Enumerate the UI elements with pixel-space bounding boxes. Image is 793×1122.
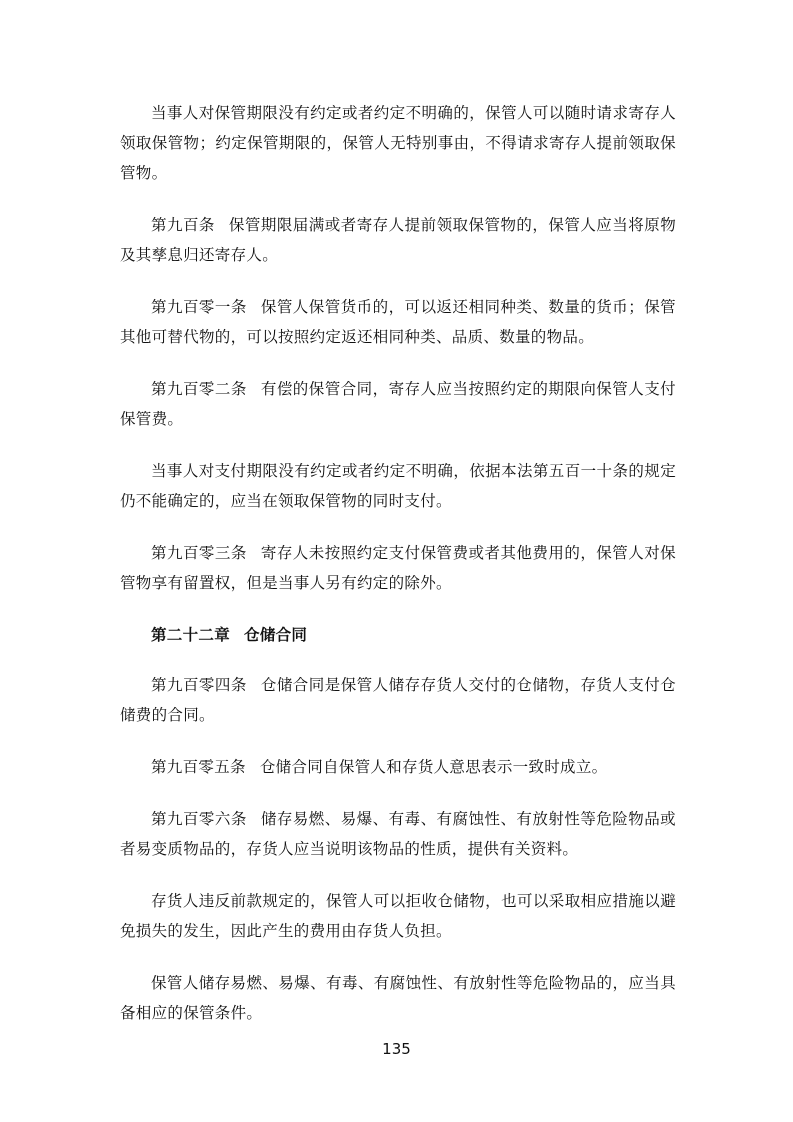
article-paragraph bbox=[120, 752, 676, 782]
paragraph bbox=[120, 98, 676, 188]
article-text: 仓储合同是保管人储存存货人交付的仓储物，存货人支付仓储费的合同。 bbox=[120, 676, 676, 724]
article-text: 保管人保管货币的，可以返还相同种类、数量的货币；保管其他可替代物的，可以按照约定返还相同种类、品质、数量的物品。 bbox=[120, 298, 676, 346]
article-number: 第九百零二条 bbox=[151, 380, 247, 398]
article-number: 第九百条 bbox=[151, 216, 215, 234]
article-text: 有偿的保管合同，寄存人应当按照约定的期限向保管人支付保管费。 bbox=[120, 380, 676, 428]
article-paragraph bbox=[120, 538, 676, 598]
article-text: 仓储合同自保管人和存货人意思表示一致时成立。 bbox=[259, 758, 608, 776]
paragraph-text: 当事人对支付期限没有约定或者约定不明确，依据本法第五百一十条的规定仍不能确定的，应当在领取保管物的同时支付。 bbox=[120, 462, 676, 510]
chapter-title: 仓储合同 bbox=[244, 625, 308, 644]
article-text: 储存易燃、易爆、有毒、有腐蚀性、有放射性等危险物品或者易变质物品的，存货人应当说明该物品的性质，提供有关资料。 bbox=[120, 810, 676, 858]
paragraph-text: 当事人对保管期限没有约定或者约定不明确的，保管人可以随时请求寄存人领取保管物；约定保管期限的，保管人无特别事由，不得请求寄存人提前领取保管物。 bbox=[120, 104, 676, 182]
chapter-number: 第二十二章 bbox=[151, 625, 231, 644]
article-number: 第九百零六条 bbox=[151, 810, 247, 828]
article-number: 第九百零四条 bbox=[151, 676, 247, 694]
paragraph bbox=[120, 968, 676, 1028]
article-text: 保管期限届满或者寄存人提前领取保管物的，保管人应当将原物及其孳息归还寄存人。 bbox=[120, 216, 677, 264]
article-text: 寄存人未按照约定支付保管费或者其他费用的，保管人对保管物享有留置权，但是当事人另有约定的除外。 bbox=[120, 544, 676, 592]
article-paragraph bbox=[120, 804, 676, 864]
article-paragraph bbox=[120, 374, 676, 434]
page-number: 135 bbox=[382, 1040, 411, 1058]
article-paragraph bbox=[120, 292, 676, 352]
article-number: 第九百零五条 bbox=[151, 758, 246, 776]
article-paragraph bbox=[120, 670, 676, 730]
article-number: 第九百零三条 bbox=[151, 544, 247, 562]
paragraph-text: 存货人违反前款规定的，保管人可以拒收仓储物，也可以采取相应措施以避免损失的发生，因此产生的费用由存货人负担。 bbox=[120, 892, 676, 940]
paragraph-text: 保管人储存易燃、易爆、有毒、有腐蚀性、有放射性等危险物品的，应当具备相应的保管条件。 bbox=[120, 974, 676, 1022]
paragraph bbox=[120, 886, 676, 946]
document-body bbox=[120, 98, 676, 1050]
chapter-heading bbox=[120, 620, 676, 650]
article-paragraph bbox=[120, 210, 676, 270]
paragraph bbox=[120, 456, 676, 516]
article-number: 第九百零一条 bbox=[151, 298, 247, 316]
